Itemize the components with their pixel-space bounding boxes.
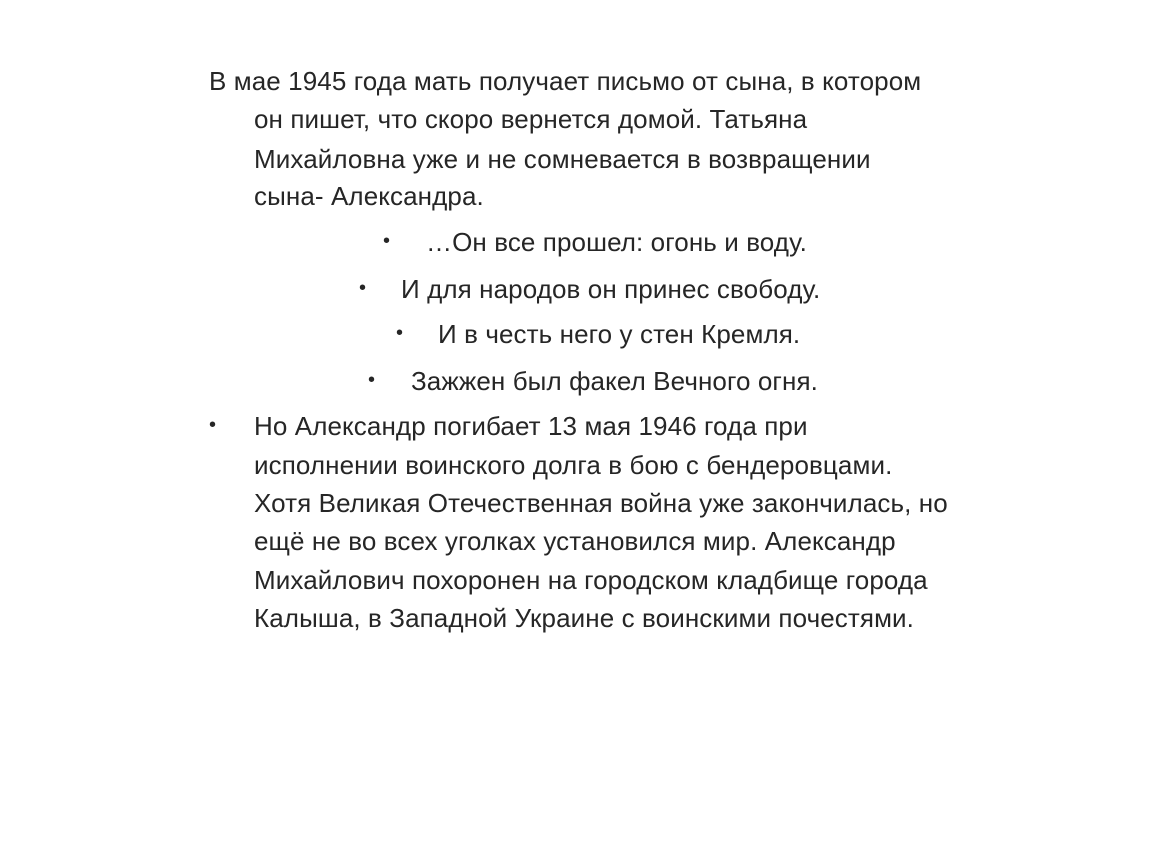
bullet-icon: • — [209, 414, 217, 436]
poem-line-3: И в честь него у стен Кремля. — [438, 319, 801, 349]
poem-line-2: И для народов он принес свободу. — [401, 274, 821, 304]
poem-line-4: Зажжен был факел Вечного огня. — [411, 366, 818, 396]
paragraph2-line-6: Калыша, в Западной Украине с воинскими почестями. — [254, 603, 915, 633]
poem-line-1: …Он все прошел: огонь и воду. — [426, 227, 807, 257]
paragraph2-line-3: Хотя Великая Отечественная война уже закончилась, но — [254, 488, 948, 518]
bullet-icon: • — [396, 322, 404, 344]
paragraph1-line-3: Михайловна уже и не сомневается в возвращении — [254, 144, 871, 174]
paragraph1-line-4: сына- Александра. — [254, 181, 484, 211]
paragraph2-line-4: ещё не во всех уголках установился мир. Александр — [254, 526, 896, 556]
bullet-icon: • — [368, 369, 376, 391]
paragraph1-line-1: В мае 1945 года мать получает письмо от сына, в котором — [209, 66, 922, 96]
bullet-icon: • — [359, 277, 367, 299]
bullet-icon: • — [383, 230, 391, 252]
paragraph2-line-2: исполнении воинского долга в бою с бендеровцами. — [254, 450, 893, 480]
paragraph1-line-2: он пишет, что скоро вернется домой. Татьяна — [254, 104, 808, 134]
paragraph2-line-5: Михайлович похоронен на городском кладбище города — [254, 565, 928, 595]
paragraph2-line-1: Но Александр погибает 13 мая 1946 года при — [254, 411, 808, 441]
